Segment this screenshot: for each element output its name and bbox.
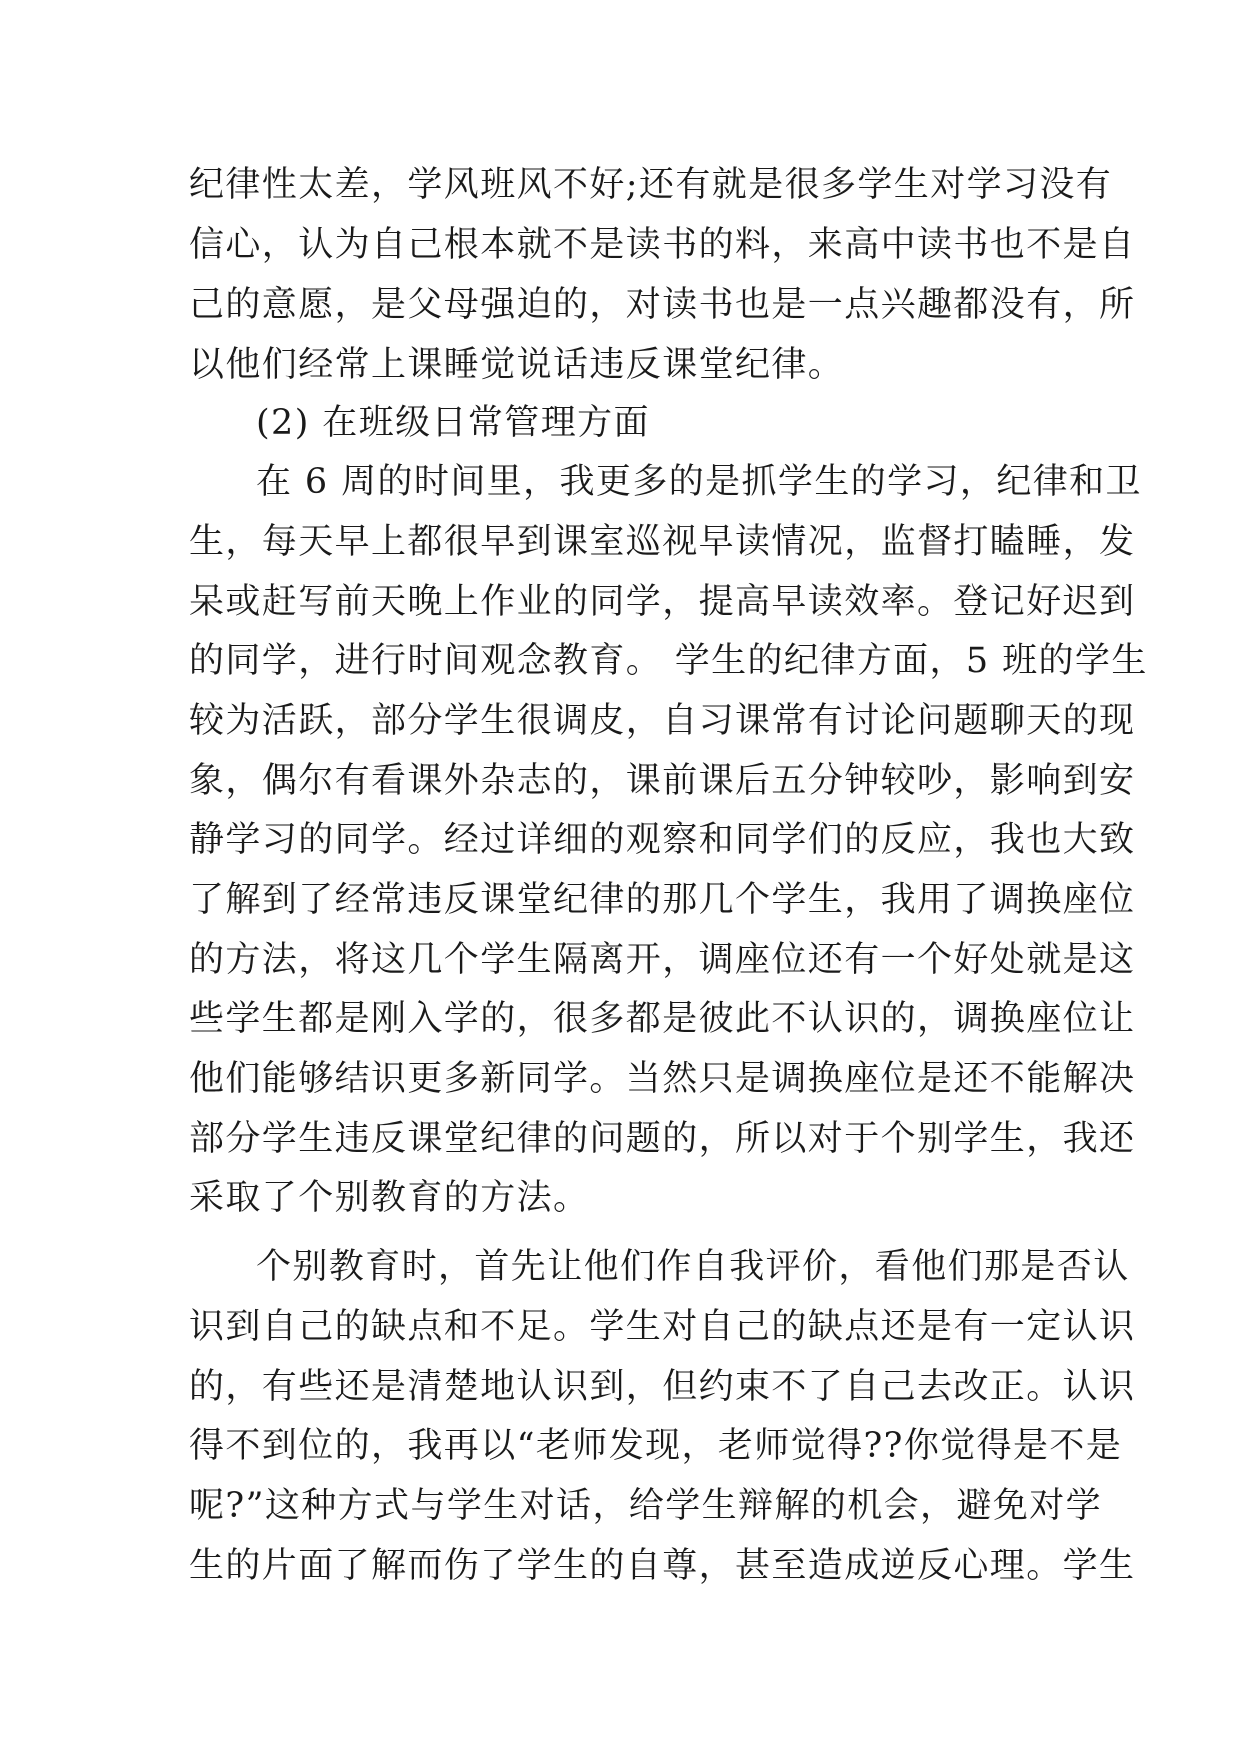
section-heading: (2) 在班级日常管理方面 — [256, 403, 650, 443]
text-line: 象，偶尔有看课外杂志的，课前课后五分钟较吵，影响到安 — [189, 761, 1136, 801]
text-line: 纪律性太差，学风班风不好;还有就是很多学生对学习没有 — [189, 165, 1113, 205]
text-line: 采取了个别教育的方法。 — [189, 1178, 590, 1218]
text-line: 些学生都是刚入学的，很多都是彼此不认识的，调换座位让 — [189, 999, 1136, 1039]
text-line: 在 6 周的时间里，我更多的是抓学生的学习，纪律和卫 — [256, 462, 1142, 502]
text-line: 以他们经常上课睡觉说话违反课堂纪律。 — [189, 345, 845, 385]
text-line: 得不到位的，我再以“老师发现，老师觉得??你觉得是不是 — [189, 1426, 1123, 1466]
text-line: 的，有些还是清楚地认识到，但约束不了自己去改正。认识 — [189, 1367, 1136, 1407]
text-line: 生的片面了解而伤了学生的自尊，甚至造成逆反心理。学生 — [189, 1546, 1136, 1586]
text-line: 生，每天早上都很早到课室巡视早读情况，监督打瞌睡，发 — [189, 522, 1136, 562]
text-line: 他们能够结识更多新同学。当然只是调换座位是还不能解决 — [189, 1059, 1136, 1099]
text-line: 部分学生违反课堂纪律的问题的，所以对于个别学生，我还 — [189, 1119, 1136, 1159]
text-line: 呆或赶写前天晚上作业的同学，提高早读效率。登记好迟到 — [189, 582, 1136, 622]
text-line: 信心，认为自己根本就不是读书的料，来高中读书也不是自 — [189, 225, 1136, 265]
text-line: 识到自己的缺点和不足。学生对自己的缺点还是有一定认识 — [189, 1307, 1136, 1347]
text-line: 了解到了经常违反课堂纪律的那几个学生，我用了调换座位 — [189, 880, 1136, 920]
text-line: 静学习的同学。经过详细的观察和同学们的反应，我也大致 — [189, 820, 1136, 860]
text-line: 较为活跃，部分学生很调皮，自习课常有讨论问题聊天的现 — [189, 701, 1136, 741]
text-line: 的方法，将这几个学生隔离开，调座位还有一个好处就是这 — [189, 940, 1136, 980]
text-line: 的同学，进行时间观念教育。 学生的纪律方面，5 班的学生 — [189, 641, 1148, 681]
text-line: 己的意愿，是父母强迫的，对读书也是一点兴趣都没有，所 — [189, 285, 1136, 325]
text-line: 呢?”这种方式与学生对话，给学生辩解的机会，避免对学 — [189, 1486, 1103, 1526]
text-line: 个别教育时，首先让他们作自我评价，看他们那是否认 — [256, 1247, 1130, 1287]
